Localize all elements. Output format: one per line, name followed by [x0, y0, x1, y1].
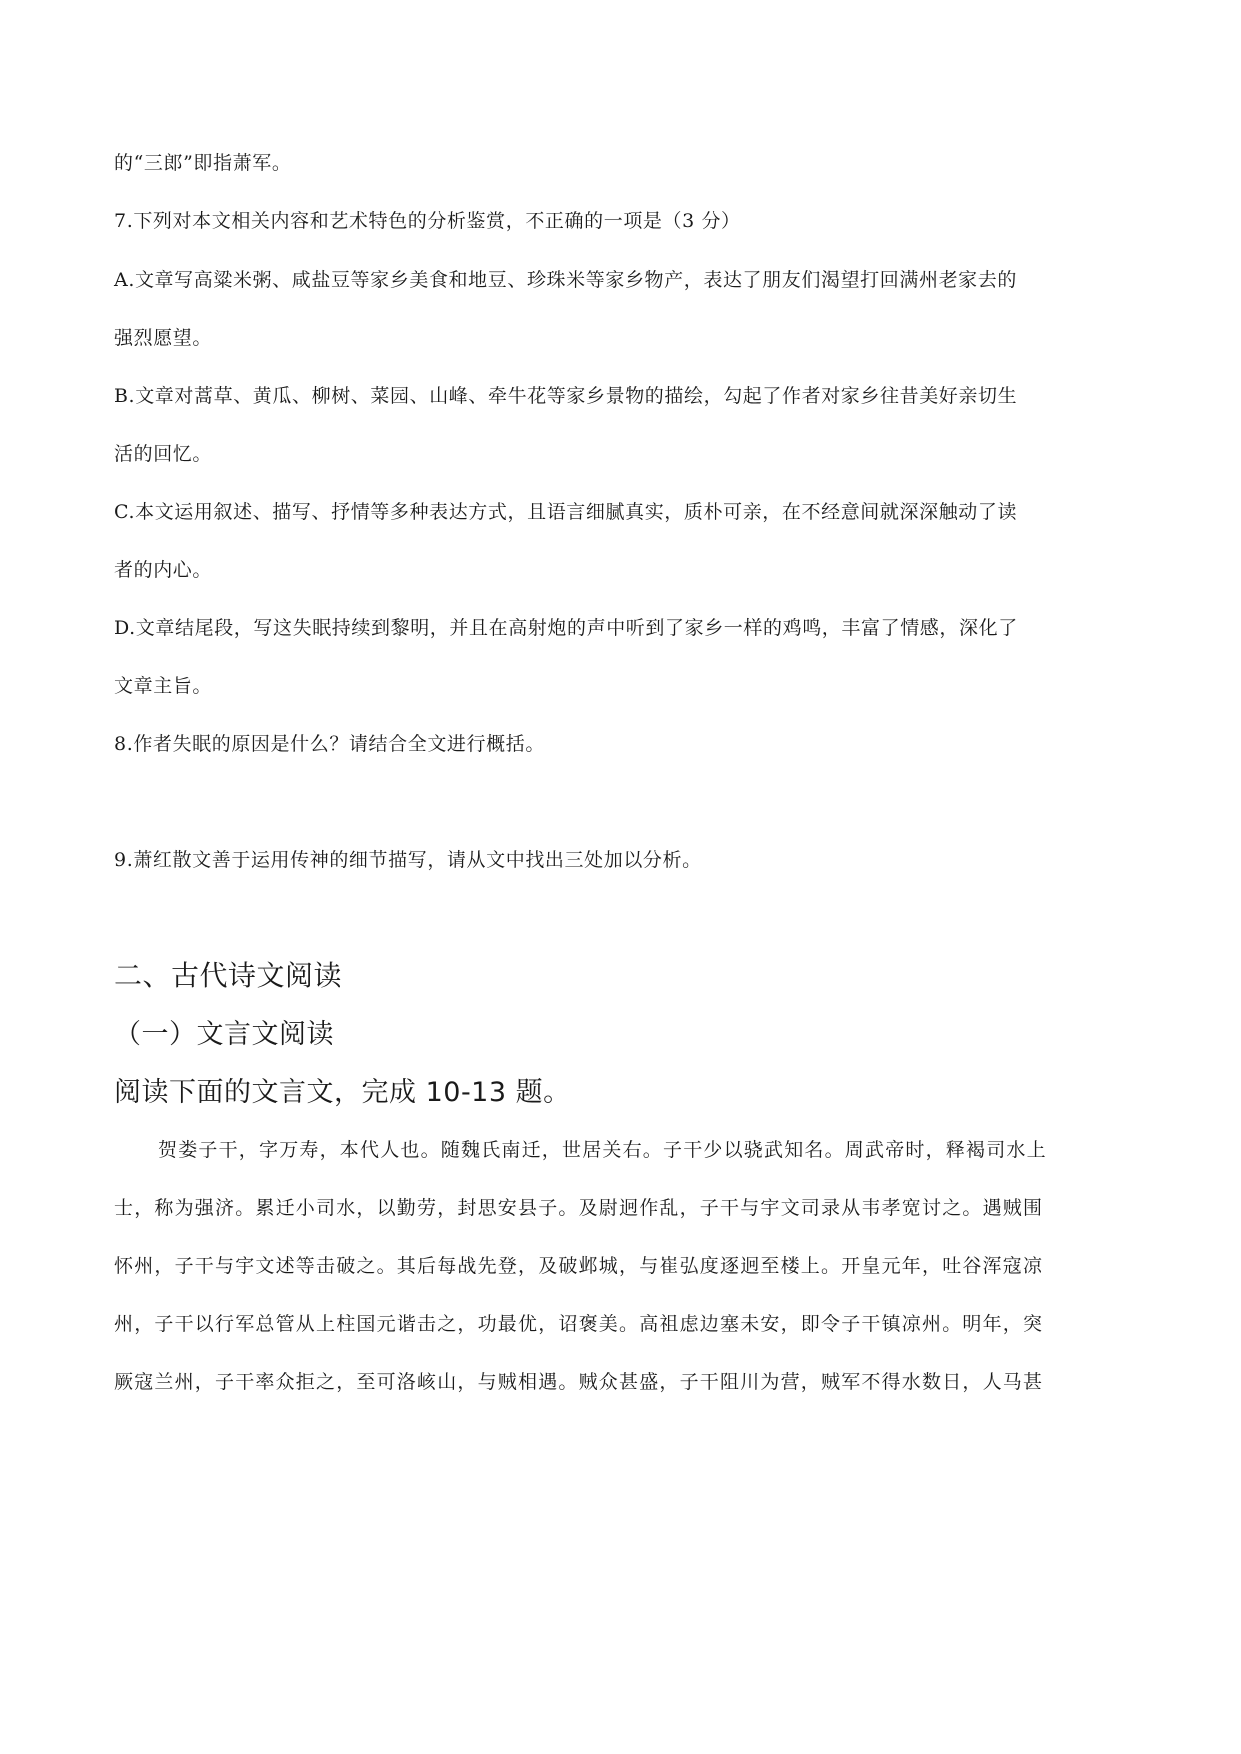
question-7-option-b-line-2: 活的回忆。: [114, 443, 213, 465]
question-7-option-a-line-1: A.文章写高粱米粥、咸盐豆等家乡美食和地豆、珍珠米等家乡物产，表达了朋友们渴望打回满州老家去的: [114, 269, 1017, 291]
passage-line-2: 士，称为强济。累迁小司水，以勤劳，封思安县子。及尉迥作乱，子干与宇文司录从韦孝宽讨之。遇贼围: [114, 1197, 1044, 1219]
passage-line-5: 厥寇兰州，子干率众拒之，至可洛峐山，与贼相遇。贼众甚盛，子干阻川为营，贼军不得水数日，人马甚: [114, 1371, 1044, 1393]
question-8: 8.作者失眠的原因是什么？请结合全文进行概括。: [114, 733, 545, 755]
reading-instruction: 阅读下面的文言文，完成 10-13 题。: [114, 1077, 571, 1108]
passage-line-4: 州，子干以行军总管从上柱国元谐击之，功最优，诏褒美。高祖虑边塞未安，即令子干镇凉州。明年，突: [114, 1313, 1044, 1335]
question-9: 9.萧红散文善于运用传神的细节描写，请从文中找出三处加以分析。: [114, 849, 702, 871]
question-7-option-d-line-2: 文章主旨。: [114, 675, 213, 697]
question-7-stem: 7.下列对本文相关内容和艺术特色的分析鉴赏，不正确的一项是（3 分）: [114, 210, 741, 232]
passage-line-1: 贺娄子干，字万寿，本代人也。随魏氏南迁，世居关右。子干少以骁武知名。周武帝时，释褐司水上: [158, 1139, 1047, 1161]
question-7-option-d-line-1: D.文章结尾段，写这失眠持续到黎明，并且在高射炮的声中听到了家乡一样的鸡鸣，丰富了情感，深化了: [114, 617, 1018, 639]
section-title: 二、古代诗文阅读: [114, 959, 343, 992]
question-7-option-c-line-1: C.本文运用叙述、描写、抒情等多种表达方式，且语言细腻真实，质朴可亲，在不经意间就深深触动了读: [114, 501, 1018, 523]
passage-line-3: 怀州，子干与宇文述等击破之。其后每战先登，及破邺城，与崔弘度逐迥至楼上。开皇元年，吐谷浑寇凉: [114, 1255, 1044, 1277]
passage-continuation: 的“三郎”即指萧军。: [114, 152, 292, 174]
question-7-option-a-line-2: 强烈愿望。: [114, 327, 213, 349]
section-subtitle: （一）文言文阅读: [114, 1019, 334, 1050]
question-7-option-b-line-1: B.文章对蒿草、黄瓜、柳树、菜园、山峰、牵牛花等家乡景物的描绘，勾起了作者对家乡往昔美好亲切生: [114, 385, 1018, 407]
question-7-option-c-line-2: 者的内心。: [114, 559, 213, 581]
